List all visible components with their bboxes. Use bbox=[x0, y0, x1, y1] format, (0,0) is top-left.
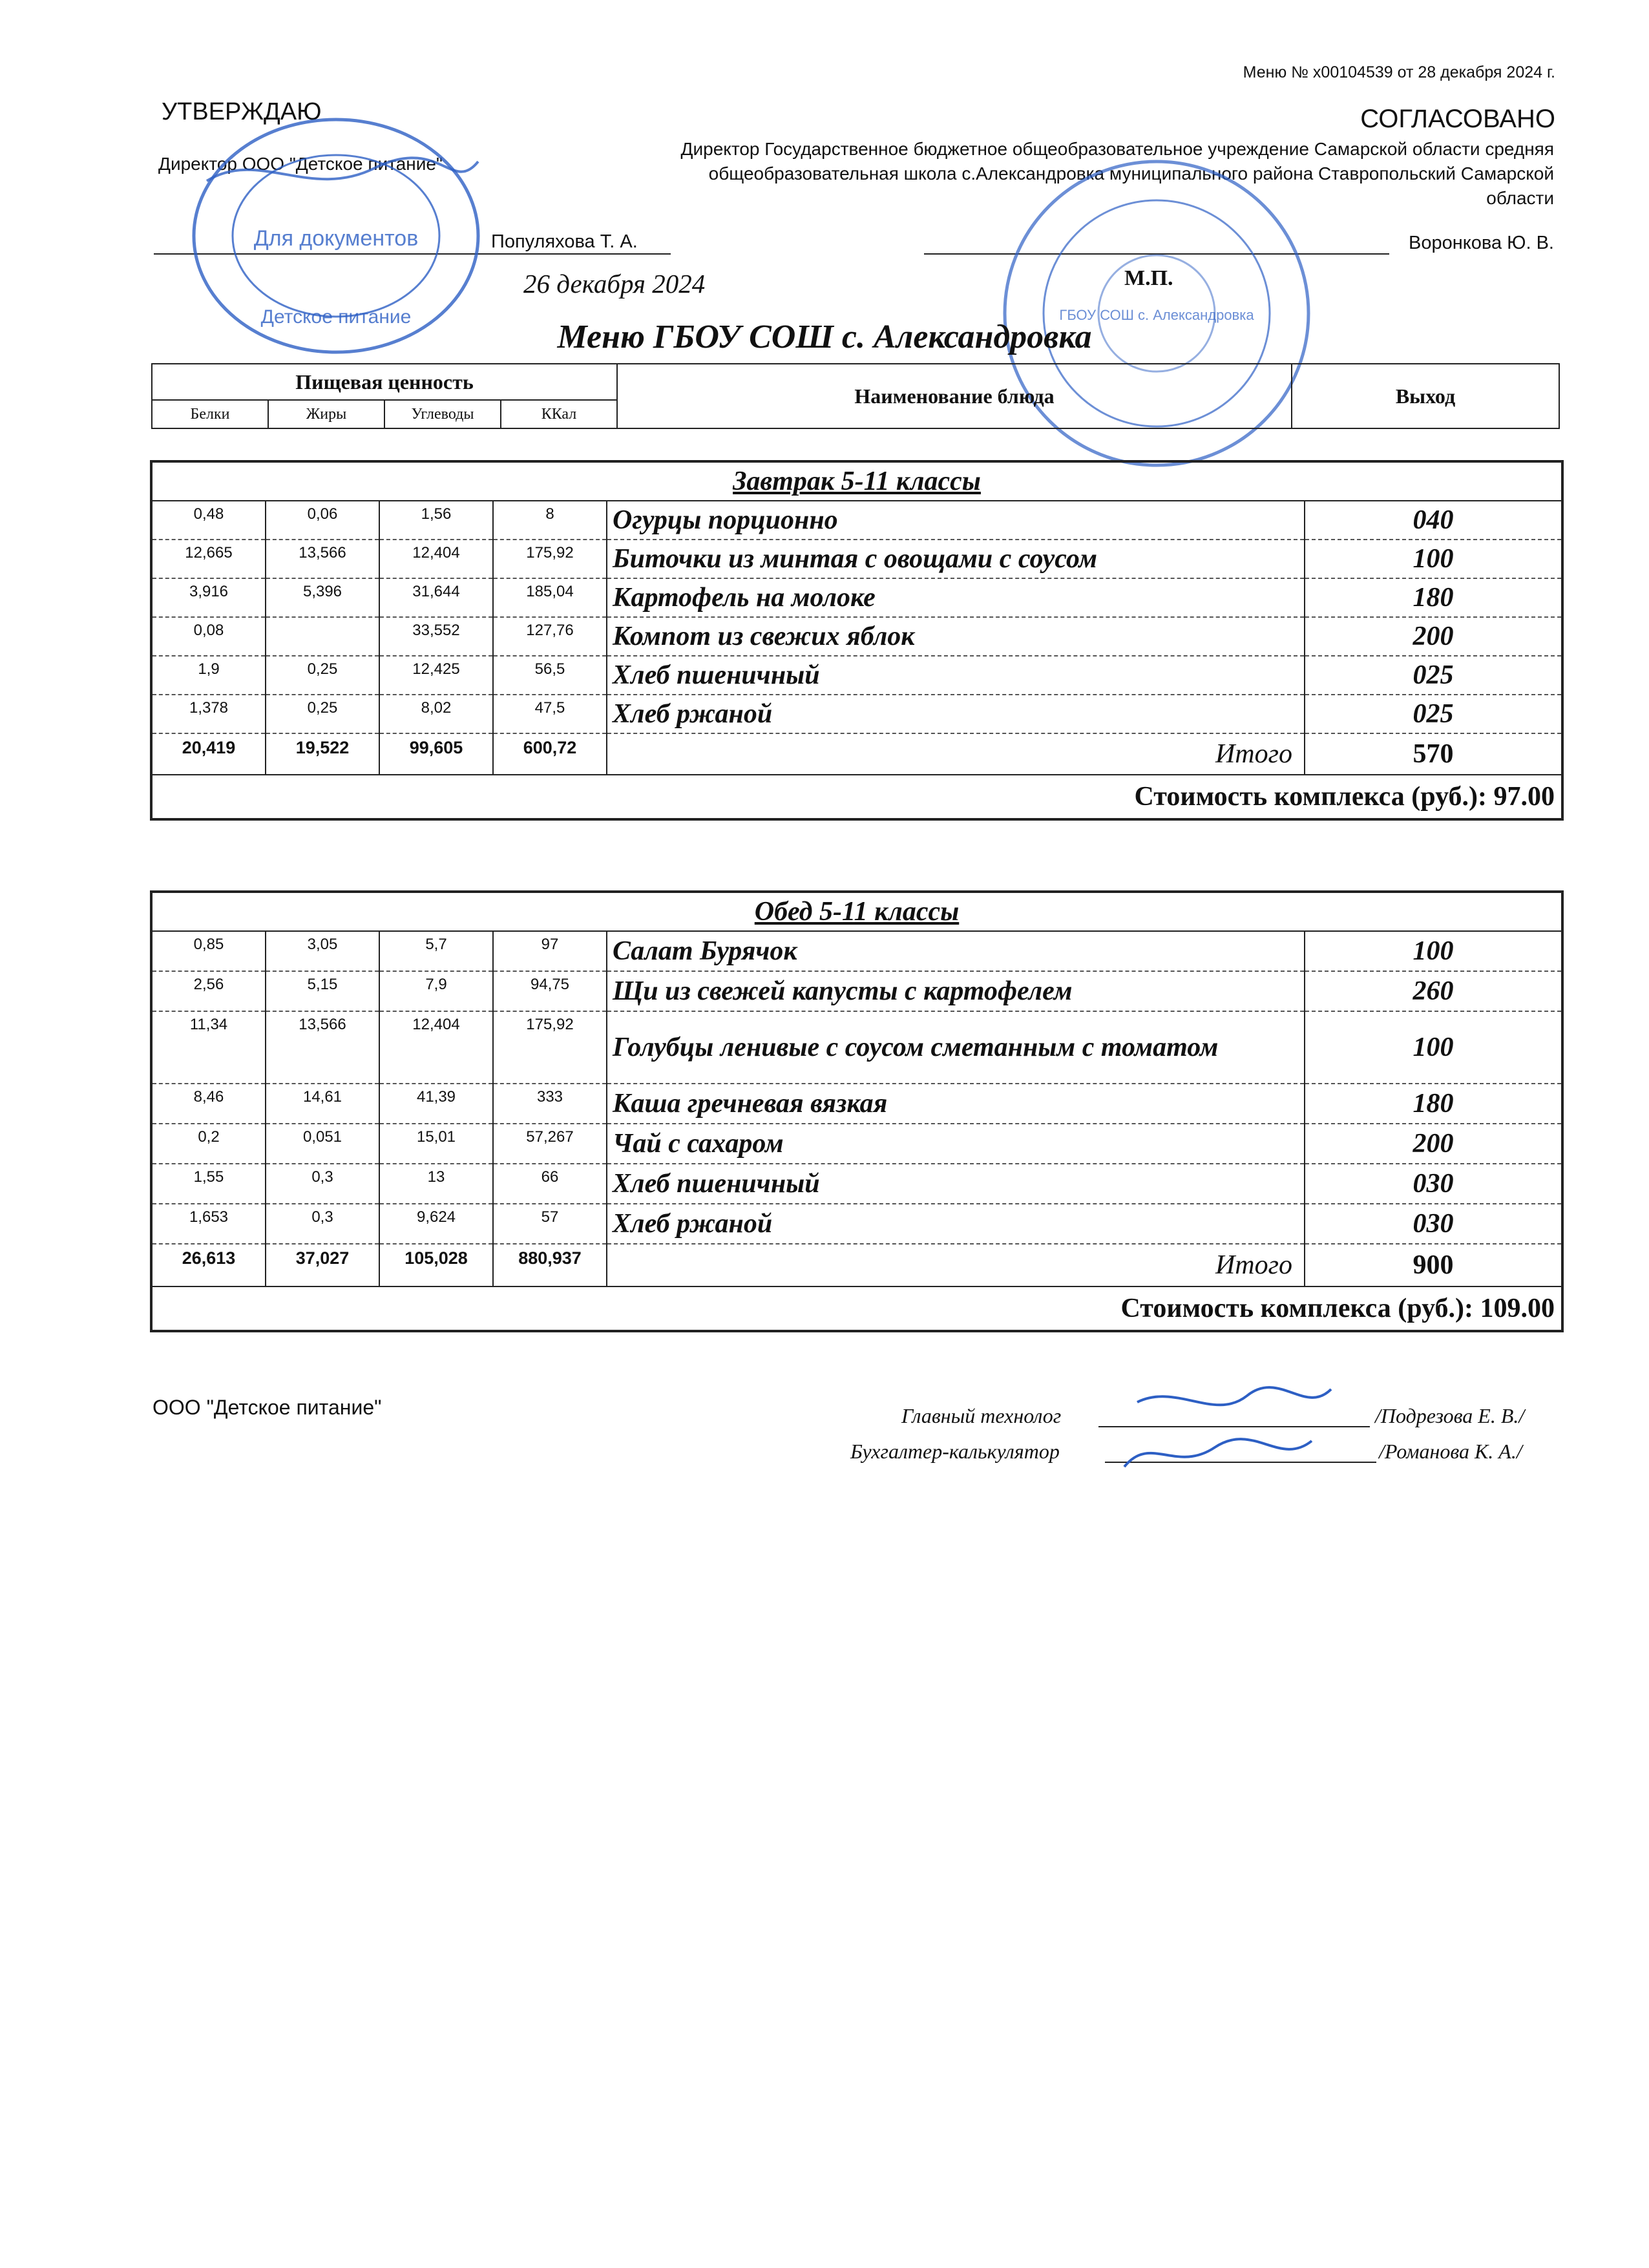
cell-output: 030 bbox=[1305, 1204, 1561, 1244]
col-nutrition: Пищевая ценность bbox=[152, 364, 617, 400]
col-output: Выход bbox=[1292, 364, 1559, 428]
cell-kcal: 57,267 bbox=[493, 1124, 607, 1164]
total-row bbox=[152, 1244, 1561, 1286]
cell-fat: 0,06 bbox=[266, 501, 379, 540]
cell-output: 200 bbox=[1305, 617, 1561, 656]
cell-dish: Хлеб пшеничный bbox=[607, 656, 1305, 695]
cell-output: 260 bbox=[1305, 971, 1561, 1011]
cell-protein: 0,48 bbox=[152, 501, 266, 540]
cell-carbs: 12,404 bbox=[379, 540, 493, 578]
cell-protein: 1,55 bbox=[152, 1164, 266, 1204]
left-stamp-text: Детское питание bbox=[260, 306, 412, 328]
seal-label: М.П. bbox=[1124, 266, 1173, 290]
cell-carbs: 7,9 bbox=[379, 971, 493, 1011]
cell-carbs: 13 bbox=[379, 1164, 493, 1204]
cell-fat: 5,396 bbox=[266, 578, 379, 617]
cell-dish: Щи из свежей капусты с картофелем bbox=[607, 971, 1305, 1011]
agree-director: Директор Государственное бюджетное общеобразовательное учреждение Самарской области средняя общеобразовательная школа с.Александровка муниципального района Ставропольский Самарской области bbox=[680, 139, 1554, 208]
cell-fat: 0,3 bbox=[266, 1204, 379, 1244]
total-fat: 19,522 bbox=[266, 733, 379, 775]
approve-date: 26 декабря 2024 bbox=[523, 269, 706, 299]
cell-fat: 13,566 bbox=[266, 1011, 379, 1084]
cell-kcal: 175,92 bbox=[493, 540, 607, 578]
cell-fat: 14,61 bbox=[266, 1084, 379, 1124]
section-lunch bbox=[150, 890, 1564, 1332]
technologist-role: Главный технолог bbox=[901, 1404, 1062, 1427]
section-breakfast bbox=[150, 460, 1564, 821]
cell-fat: 0,25 bbox=[266, 656, 379, 695]
footer-org: ООО "Детское питание" bbox=[152, 1396, 382, 1419]
total-protein: 26,613 bbox=[152, 1244, 266, 1286]
cell-carbs: 12,425 bbox=[379, 656, 493, 695]
cell-dish: Хлеб ржаной bbox=[607, 695, 1305, 733]
cell-protein: 1,653 bbox=[152, 1204, 266, 1244]
total-output: 570 bbox=[1305, 733, 1561, 775]
menu-number: Меню № х00104539 от 28 декабря 2024 г. bbox=[1243, 63, 1555, 81]
section-caption: Обед 5-11 классы bbox=[152, 893, 1561, 931]
total-kcal: 880,937 bbox=[493, 1244, 607, 1286]
cell-output: 100 bbox=[1305, 1011, 1561, 1084]
cell-carbs: 33,552 bbox=[379, 617, 493, 656]
approve-label: УТВЕРЖДАЮ bbox=[162, 98, 322, 125]
table-row bbox=[152, 1124, 1561, 1164]
cell-protein: 0,2 bbox=[152, 1124, 266, 1164]
cell-protein: 11,34 bbox=[152, 1011, 266, 1084]
cell-output: 040 bbox=[1305, 501, 1561, 540]
cell-carbs: 9,624 bbox=[379, 1204, 493, 1244]
cell-output: 180 bbox=[1305, 1084, 1561, 1124]
cell-dish: Хлеб пшеничный bbox=[607, 1164, 1305, 1204]
cell-dish: Картофель на молоке bbox=[607, 578, 1305, 617]
cell-dish: Чай с сахаром bbox=[607, 1124, 1305, 1164]
cell-protein: 1,378 bbox=[152, 695, 266, 733]
complex-cost: Стоимость комплекса (руб.): 97.00 bbox=[1134, 782, 1555, 812]
cell-protein: 3,916 bbox=[152, 578, 266, 617]
cell-protein: 12,665 bbox=[152, 540, 266, 578]
cell-dish: Компот из свежих яблок bbox=[607, 617, 1305, 656]
cell-output: 100 bbox=[1305, 540, 1561, 578]
cell-output: 025 bbox=[1305, 695, 1561, 733]
cell-fat: 3,05 bbox=[266, 931, 379, 971]
cell-kcal: 175,92 bbox=[493, 1011, 607, 1084]
table-row bbox=[152, 931, 1561, 971]
signature-icon bbox=[1098, 1376, 1370, 1480]
cell-kcal: 97 bbox=[493, 931, 607, 971]
col-carbs: Углеводы bbox=[384, 400, 501, 428]
cell-output: 100 bbox=[1305, 931, 1561, 971]
accountant-role: Бухгалтер-калькулятор bbox=[850, 1440, 1060, 1463]
total-output: 900 bbox=[1305, 1244, 1561, 1286]
cell-fat: 5,15 bbox=[266, 971, 379, 1011]
right-stamp-text: ГБОУ СОШ с. Александровка bbox=[1059, 307, 1254, 323]
table-row bbox=[152, 1011, 1561, 1084]
table-row bbox=[152, 1164, 1561, 1204]
table-row bbox=[152, 656, 1561, 695]
cell-kcal: 333 bbox=[493, 1084, 607, 1124]
total-protein: 20,419 bbox=[152, 733, 266, 775]
table-row bbox=[152, 1084, 1561, 1124]
accountant-name: /Романова К. А./ bbox=[1379, 1440, 1522, 1463]
total-carbs: 99,605 bbox=[379, 733, 493, 775]
left-stamp-sub: Для документов bbox=[253, 226, 419, 251]
page-title: Меню ГБОУ СОШ с. Александровка bbox=[557, 319, 1092, 355]
total-kcal: 600,72 bbox=[493, 733, 607, 775]
cell-carbs: 15,01 bbox=[379, 1124, 493, 1164]
cell-output: 200 bbox=[1305, 1124, 1561, 1164]
cell-carbs: 31,644 bbox=[379, 578, 493, 617]
cell-carbs: 8,02 bbox=[379, 695, 493, 733]
cell-output: 030 bbox=[1305, 1164, 1561, 1204]
cell-output: 180 bbox=[1305, 578, 1561, 617]
cell-kcal: 57 bbox=[493, 1204, 607, 1244]
cell-protein: 8,46 bbox=[152, 1084, 266, 1124]
cell-dish: Голубцы ленивые с соусом сметанным с томатом bbox=[607, 1011, 1305, 1084]
cell-carbs: 1,56 bbox=[379, 501, 493, 540]
col-protein: Белки bbox=[152, 400, 268, 428]
table-row bbox=[152, 540, 1561, 578]
cell-fat: 0,25 bbox=[266, 695, 379, 733]
cell-kcal: 185,04 bbox=[493, 578, 607, 617]
cell-dish: Салат Бурячок bbox=[607, 931, 1305, 971]
total-fat: 37,027 bbox=[266, 1244, 379, 1286]
approve-director: Директор ООО "Детское питание" bbox=[158, 154, 443, 174]
cell-kcal: 127,76 bbox=[493, 617, 607, 656]
cell-dish: Огурцы порционно bbox=[607, 501, 1305, 540]
cell-dish: Хлеб ржаной bbox=[607, 1204, 1305, 1244]
approve-name: Популяхова Т. А. bbox=[491, 231, 638, 252]
cell-output: 025 bbox=[1305, 656, 1561, 695]
agree-name: Воронкова Ю. В. bbox=[1409, 233, 1554, 253]
cell-fat: 0,051 bbox=[266, 1124, 379, 1164]
table-row bbox=[152, 617, 1561, 656]
cell-protein: 0,85 bbox=[152, 931, 266, 971]
technologist-name: /Подрезова Е. В./ bbox=[1375, 1404, 1525, 1427]
section-caption: Завтрак 5-11 классы bbox=[152, 463, 1561, 501]
total-label: Итого bbox=[607, 1244, 1305, 1286]
total-row bbox=[152, 733, 1561, 775]
cell-kcal: 66 bbox=[493, 1164, 607, 1204]
cell-kcal: 94,75 bbox=[493, 971, 607, 1011]
cell-dish: Биточки из минтая с овощами с соусом bbox=[607, 540, 1305, 578]
table-row bbox=[152, 1204, 1561, 1244]
cell-carbs: 5,7 bbox=[379, 931, 493, 971]
col-dish: Наименование блюда bbox=[617, 364, 1292, 428]
table-row bbox=[152, 578, 1561, 617]
table-row bbox=[152, 971, 1561, 1011]
cell-carbs: 41,39 bbox=[379, 1084, 493, 1124]
cell-protein: 0,08 bbox=[152, 617, 266, 656]
column-header-table bbox=[151, 363, 1560, 429]
cell-dish: Каша гречневая вязкая bbox=[607, 1084, 1305, 1124]
cell-fat: 0,3 bbox=[266, 1164, 379, 1204]
table-row bbox=[152, 501, 1561, 540]
cell-protein: 2,56 bbox=[152, 971, 266, 1011]
cell-fat bbox=[266, 617, 379, 656]
table-row bbox=[152, 695, 1561, 733]
cell-kcal: 47,5 bbox=[493, 695, 607, 733]
cell-kcal: 56,5 bbox=[493, 656, 607, 695]
col-kcal: ККал bbox=[501, 400, 617, 428]
agree-label: СОГЛАСОВАНО bbox=[1360, 105, 1555, 133]
cell-fat: 13,566 bbox=[266, 540, 379, 578]
complex-cost: Стоимость комплекса (руб.): 109.00 bbox=[1120, 1294, 1555, 1323]
cell-protein: 1,9 bbox=[152, 656, 266, 695]
cell-kcal: 8 bbox=[493, 501, 607, 540]
col-fat: Жиры bbox=[268, 400, 384, 428]
total-carbs: 105,028 bbox=[379, 1244, 493, 1286]
total-label: Итого bbox=[607, 733, 1305, 775]
cell-carbs: 12,404 bbox=[379, 1011, 493, 1084]
